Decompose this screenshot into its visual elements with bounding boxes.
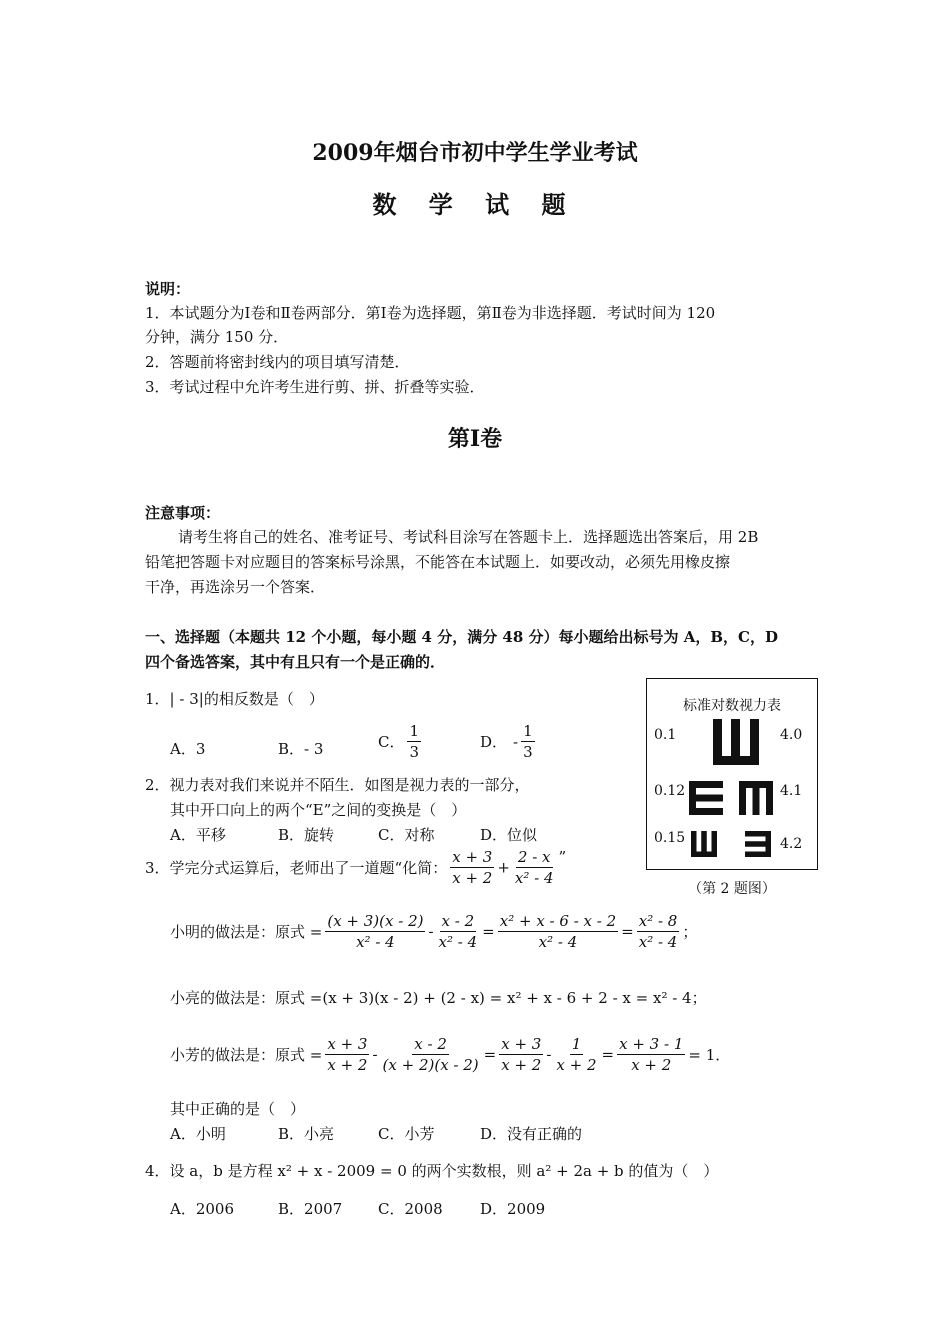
fraction-denominator: x + 2 [452, 869, 493, 887]
fraction-denominator: x + 2 [556, 1056, 597, 1074]
q2-option-a[interactable]: A．平移 [170, 826, 226, 844]
notes-line-3: 干净，再选涂另一个答案． [145, 578, 326, 596]
fraction-denominator: x + 2 [327, 1056, 368, 1074]
q3-intro-text: 3．学完分式运算后，老师出了一道题“化简： [145, 859, 448, 877]
question-4: 4．设 a，b 是方程 x² + x - 2009 = 0 的两个实数根，则 a² + 2a + b 的值为（ ） [145, 1162, 719, 1180]
q4-option-c[interactable]: C．2008 [378, 1200, 443, 1218]
fraction-numerator: x² - 8 [638, 912, 678, 930]
fraction-denominator: 3 [523, 743, 533, 761]
vision-chart [646, 678, 818, 870]
fraction-numerator: x + 3 [327, 1035, 368, 1053]
fraction-numerator: x - 2 [441, 912, 475, 930]
fraction-numerator: (x + 3)(x - 2) [327, 912, 424, 930]
fraction [381, 1035, 481, 1074]
fraction [325, 1035, 369, 1074]
vision-chart-title: 标准对数视力表 [683, 698, 781, 714]
e-left-icon [745, 831, 771, 857]
q2-option-c[interactable]: C．对称 [378, 826, 435, 844]
xiaoming-label: 小明的做法是：原式 = [170, 923, 323, 941]
q3-option-c[interactable]: C．小芳 [378, 1125, 435, 1143]
fraction-numerator: 1 [571, 1035, 582, 1053]
instruction-3: 3．考试过程中允许考生进行剪、拼、折叠等实验． [145, 378, 485, 396]
q3-intro-end: ” [558, 848, 567, 866]
fraction [325, 912, 425, 951]
instruction-2: 2．答题前将密封线内的项目填写清楚． [145, 353, 410, 371]
q2-option-b[interactable]: B．旋转 [278, 826, 335, 844]
xiaofang-label: 小芳的做法是：原式 = [170, 1046, 323, 1064]
notes-line-1: 请考生将自己的姓名、准考证号、考试科目涂写在答题卡上．选择题选出答案后，用 2B [178, 528, 759, 546]
q3-intro-fraction-2 [513, 848, 556, 887]
fraction [498, 912, 618, 951]
q3-option-d[interactable]: D．没有正确的 [480, 1125, 583, 1143]
fraction [637, 912, 680, 951]
chart-left-value: 0.1 [654, 727, 677, 743]
notes-heading: 注意事项： [145, 504, 221, 522]
q3-intro: 3．学完分式运算后，老师出了一道题“化简： $\frac{x + 3}{x + 2}$ + $\frac{2 - x}{\text{x² - 4}}$ ” [145, 848, 567, 887]
fraction-denominator: (x + 2)(x - 2) [382, 1056, 479, 1074]
subject-title: 数 学 试 题 [372, 190, 578, 219]
q2-line-2: 其中开口向上的两个“E”之间的变换是（ ） [170, 801, 467, 819]
q2-option-d[interactable]: D．位似 [480, 826, 538, 844]
q4-option-a[interactable]: A．2006 [170, 1200, 235, 1218]
q1-text: 的相反数是（ ） [203, 690, 324, 708]
chart-right-value: 4.0 [780, 727, 803, 743]
e-up-icon [691, 831, 717, 857]
q3-option-b[interactable]: B．小亮 [278, 1125, 335, 1143]
fraction-numerator: x + 3 - 1 [619, 1035, 684, 1053]
instruction-1-line-2: 分钟，满分 150 分． [145, 328, 289, 346]
q1-option-d-sign: - [513, 732, 519, 751]
e-right-icon [689, 781, 723, 815]
fraction-numerator: x - 2 [414, 1035, 447, 1053]
instructions-heading: 说明： [145, 280, 191, 298]
section-1-line-1: 一、选择题（本题共 12 个小题，每小题 4 分，满分 48 分）每小题给出标号为 A，B，C，D [145, 628, 779, 646]
q3-xiaofang-solution: 小芳的做法是：原式 = $\frac{x + 3}{x + 2}$ - $\frac{x - 2}{(x + 2)(x - 2)}$ = $\frac{x + 3}{x + 2}$ - $\frac{1}{x + 2}$ = $\frac{x + 3 - 1}{x + 2}$ = 1． [170, 1035, 731, 1074]
q1-option-d[interactable] [480, 722, 538, 761]
q1-option-a[interactable]: A．3 [170, 740, 206, 758]
fraction-denominator: x + 2 [631, 1056, 672, 1074]
fraction-numerator: x + 3 [452, 848, 493, 866]
fraction-denominator: 3 [409, 743, 420, 761]
e-down-icon [739, 781, 773, 815]
fraction-denominator: x² - 4 [438, 933, 478, 951]
chart-left-value: 0.12 [654, 783, 686, 799]
q4-option-b[interactable]: B．2007 [278, 1200, 343, 1218]
q1-option-c[interactable] [378, 722, 424, 761]
chart-right-value: 4.2 [780, 836, 803, 852]
fraction-denominator: x² - 4 [538, 933, 578, 951]
fraction [554, 1035, 598, 1074]
fraction [437, 912, 480, 951]
q1-option-d-label: D． [480, 733, 508, 751]
notes-line-2: 铅笔把答题卡对应题目的答案标号涂黑，不能答在本试题上．如要改动，必须先用橡皮擦 [145, 553, 731, 571]
question-1 [145, 688, 324, 709]
q3-intro-fraction-1 [450, 848, 494, 887]
q3-xiaoliang-solution: 小亮的做法是：原式 =(x + 3)(x - 2) + (2 - x) = x² + x - 6 + 2 - x = x² - 4； [170, 989, 707, 1007]
q3-option-a[interactable]: A．小明 [170, 1125, 226, 1143]
vision-chart-caption: （第 2 题图） [688, 881, 776, 897]
fraction-numerator: 1 [409, 722, 420, 740]
e-up-icon [713, 719, 759, 765]
q1-number: 1． [145, 690, 170, 708]
q3-ask: 其中正确的是（ ） [170, 1100, 306, 1118]
fraction-numerator: 2 - x [517, 848, 551, 866]
chart-right-value: 4.1 [780, 783, 803, 799]
fraction [617, 1035, 685, 1074]
volume-title: 第Ⅰ卷 [447, 426, 503, 452]
q1-option-c-label: C． [378, 733, 405, 751]
xiaofang-end: = 1． [688, 1046, 731, 1064]
q1-option-d-fraction [521, 722, 535, 761]
q1-option-b[interactable]: B．- 3 [278, 740, 324, 758]
fraction-numerator: x + 3 [501, 1035, 542, 1053]
q2-line-1: 2．视力表对我们来说并不陌生．如图是视力表的一部分， [145, 776, 530, 794]
fraction-numerator: x² + x - 6 - x - 2 [499, 912, 617, 930]
instruction-1-line-1: 1．本试题分为Ⅰ卷和Ⅱ卷两部分．第Ⅰ卷为选择题，第Ⅱ卷为非选择题．考试时间为 120 [145, 304, 716, 322]
fraction-denominator: x² - 4 [356, 933, 395, 951]
section-1-line-2: 四个备选答案，其中有且只有一个是正确的． [145, 653, 446, 671]
exam-title: 2009年烟台市初中学生学业考试 [312, 140, 638, 166]
q4-option-d[interactable]: D．2009 [480, 1200, 546, 1218]
fraction-denominator: x + 2 [501, 1056, 542, 1074]
fraction-denominator: x² - 4 [514, 869, 554, 887]
q1-expression: | - 3| [169, 690, 204, 708]
q3-xiaoming-solution: 小明的做法是：原式 = $\frac{(x + 3)(x - 2)}{\text{x² - 4}}$ - $\frac{x - 2}{\text{x² - 4}}$ = $\frac{\text{x² + x - 6 - x - 2}}{\text{x² - 4}}$ = $\frac{\text{x² - 8}}{\text{x² - 4}}$ ； [170, 912, 698, 951]
fraction [499, 1035, 543, 1074]
fraction-numerator: 1 [523, 722, 533, 740]
q1-option-c-fraction [407, 722, 421, 761]
fraction-denominator: x² - 4 [638, 933, 678, 951]
chart-left-value: 0.15 [654, 830, 686, 846]
